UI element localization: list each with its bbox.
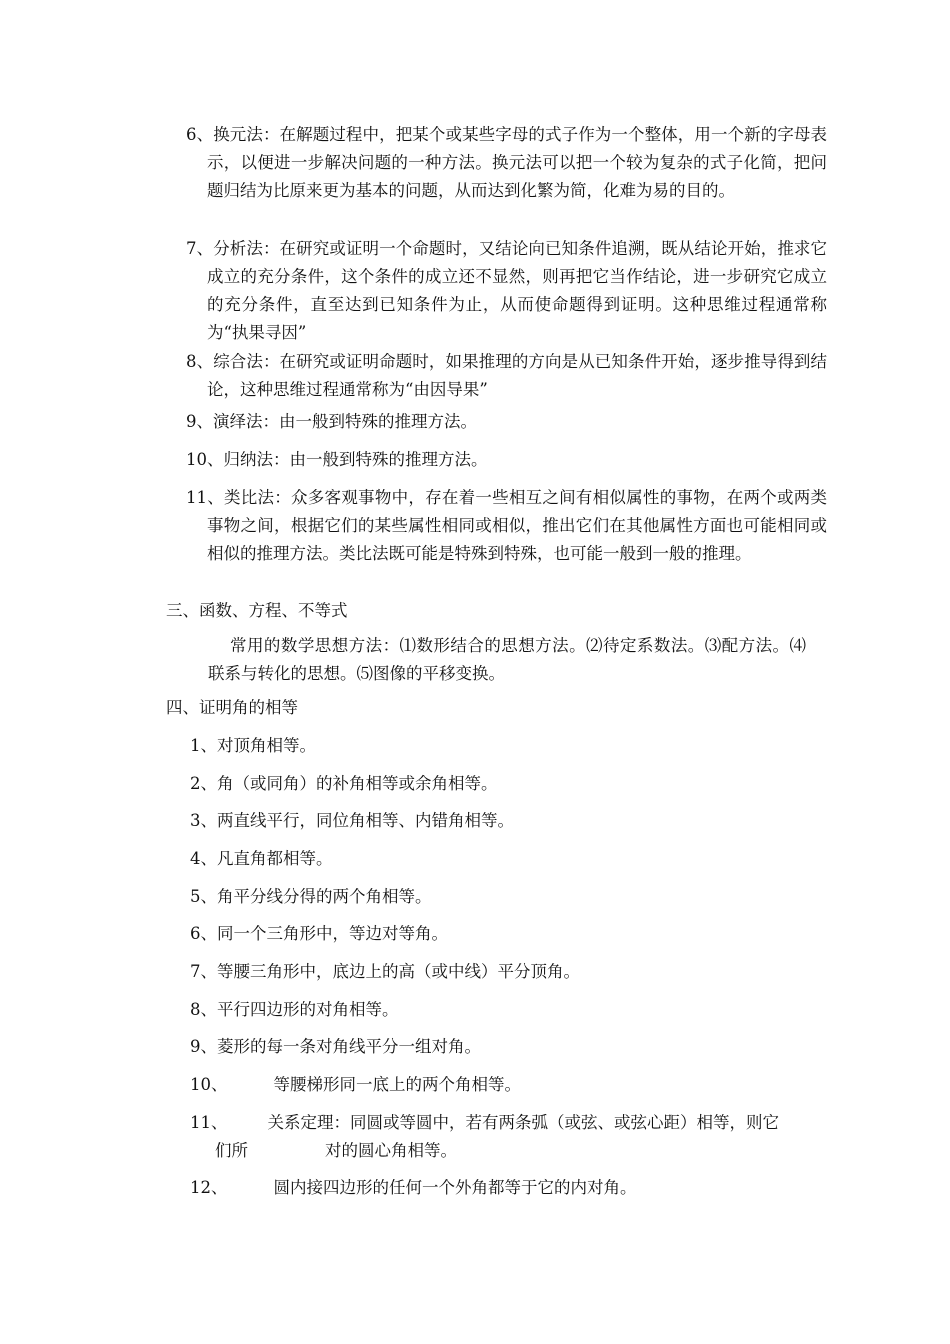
item-text: 圆内接四边形的任何一个外角都等于它的内对角。 <box>273 1178 637 1197</box>
angle-item-4 <box>190 845 333 873</box>
method-item-6 <box>186 121 827 205</box>
item-number: 8、 <box>186 352 214 371</box>
item-text: 角（或同角）的补角相等或余角相等。 <box>217 774 498 793</box>
item-number: 10、 <box>186 450 224 469</box>
item-number: 4、 <box>190 849 217 868</box>
angle-item-5 <box>190 883 432 911</box>
angle-item-11-continuation <box>215 1137 457 1165</box>
angle-item-9 <box>190 1033 481 1061</box>
item-text: 两直线平行，同位角相等、内错角相等。 <box>217 811 514 830</box>
item-number: 7、 <box>190 962 217 981</box>
item-number: 6、 <box>190 924 217 943</box>
item-text: 分析法：在研究或证明一个命题时，又结论向已知条件追溯，既从结论开始，推求它成立的充分条件，这个条件的成立还不显然，则再把它当作结论，进一步研究它成立的充分条件，直至达到已知条件为止，从而使命题得到证明。这种思维过程通常称为“执果寻因” <box>207 239 828 342</box>
item-number: 6、 <box>186 125 214 144</box>
item-text: 对顶角相等。 <box>217 736 316 755</box>
item-number: 9、 <box>186 412 213 431</box>
method-item-9 <box>186 408 806 436</box>
item-text: 角平分线分得的两个角相等。 <box>217 887 432 906</box>
item-text: 演绎法：由一般到特殊的推理方法。 <box>213 412 477 431</box>
angle-item-1 <box>190 732 316 760</box>
method-item-7 <box>186 235 827 347</box>
angle-item-2 <box>190 770 498 798</box>
angle-item-6 <box>190 920 448 948</box>
item-number: 9、 <box>190 1037 217 1056</box>
method-item-8 <box>186 348 827 404</box>
item-number: 1、 <box>190 736 217 755</box>
section-heading-4: 四、证明角的相等 <box>166 698 298 717</box>
item-text: 综合法：在研究或证明命题时，如果推理的方向是从已知条件开始，逐步推导得到结论，这种思维过程通常称为“由因导果” <box>207 352 828 399</box>
item-text: 等腰梯形同一底上的两个角相等。 <box>273 1075 521 1094</box>
method-item-11 <box>186 484 827 568</box>
angle-item-10 <box>190 1071 521 1099</box>
method-item-10 <box>186 446 806 474</box>
item-text: 归纳法：由一般到特殊的推理方法。 <box>223 450 488 469</box>
item-text: 凡直角都相等。 <box>217 849 333 868</box>
angle-item-3 <box>190 807 514 835</box>
item-number: 11、 <box>186 488 225 507</box>
item-text: 类比法：众多客观事物中，存在着一些相互之间有相似属性的事物，在两个或两类事物之间，根据它们的某些属性相同或相似，推出它们在其他属性方面也可能相同或相似的推理方法。类比法既可能是特殊到特殊，也可能一般到一般的推理。 <box>207 488 828 563</box>
item-number: 2、 <box>190 774 217 793</box>
item-number: 3、 <box>190 811 217 830</box>
item-text: 换元法：在解题过程中，把某个或某些字母的式子作为一个整体，用一个新的字母表示，以便进一步解决问题的一种方法。换元法可以把一个较为复杂的式子化简，把问题归结为比原来更为基本的问题，从而达到化繁为简，化难为易的目的。 <box>207 125 828 200</box>
item-text: 同一个三角形中，等边对等角。 <box>217 924 448 943</box>
angle-item-12 <box>190 1174 637 1202</box>
item-text-cont-b: 对的圆心角相等。 <box>325 1141 457 1160</box>
item-text: 关系定理：同圆或等圆中，若有两条弧（或弦、或弦心距）相等，则它 <box>267 1113 779 1132</box>
angle-item-11 <box>190 1109 779 1137</box>
section-3-body: 常用的数学思想方法：⑴数形结合的思想方法。⑵待定系数法。⑶配方法。⑷联系与转化的思想。⑸图像的平移变换。 <box>208 636 806 683</box>
section-heading-3: 三、函数、方程、不等式 <box>166 601 348 620</box>
item-text: 平行四边形的对角相等。 <box>217 1000 399 1019</box>
item-number: 5、 <box>190 887 217 906</box>
item-number: 8、 <box>190 1000 217 1019</box>
item-number: 7、 <box>186 239 214 258</box>
item-number: 12、 <box>190 1178 228 1197</box>
item-text-cont-a: 们所 <box>215 1141 248 1160</box>
item-number: 10、 <box>190 1075 228 1094</box>
item-number: 11、 <box>190 1113 228 1132</box>
item-text: 等腰三角形中，底边上的高（或中线）平分顶角。 <box>217 962 580 981</box>
angle-item-7 <box>190 958 580 986</box>
item-text: 菱形的每一条对角线平分一组对角。 <box>217 1037 481 1056</box>
angle-item-8 <box>190 996 399 1024</box>
